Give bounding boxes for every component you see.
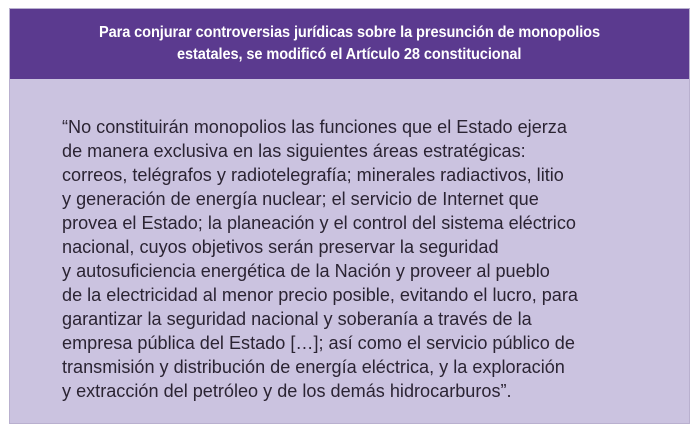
quote-line: de la electricidad al menor precio posible, evitando el lucro, para [62,285,578,305]
quote-line: empresa pública del Estado […]; así como el servicio público de [62,333,575,353]
header-title-line-2: estatales, se modificó el Artículo 28 constitucional [177,46,522,63]
quote-line: garantizar la seguridad nacional y soberanía a través de la [62,309,532,329]
quote-line: correos, telégrafos y radiotelegrafía; minerales radiactivos, litio [62,165,564,185]
header-title-line-1: Para conjurar controversias jurídicas sobre la presunción de monopolios [98,24,600,41]
quote-line: transmisión y distribución de energía eléctrica, y la exploración [62,357,565,377]
quote-line: y generación de energía nuclear; el servicio de Internet que [62,189,539,209]
card-header [10,9,689,79]
quote-line: nacional, cuyos objetivos serán preservar la seguridad [62,237,499,257]
constitutional-quote [62,115,652,403]
quote-line: de manera exclusiva en las siguientes áreas estratégicas: [62,141,526,161]
quote-line: y autosuficiencia energética de la Nación y proveer al pueblo [62,261,550,281]
quote-line: y extracción del petróleo y de los demás hidrocarburos”. [62,381,512,401]
info-card [9,8,690,424]
quote-line: provea el Estado; la planeación y el control del sistema eléctrico [62,213,576,233]
card-body [10,79,689,425]
quote-line: “No constituirán monopolios las funciones que el Estado ejerza [62,117,567,137]
